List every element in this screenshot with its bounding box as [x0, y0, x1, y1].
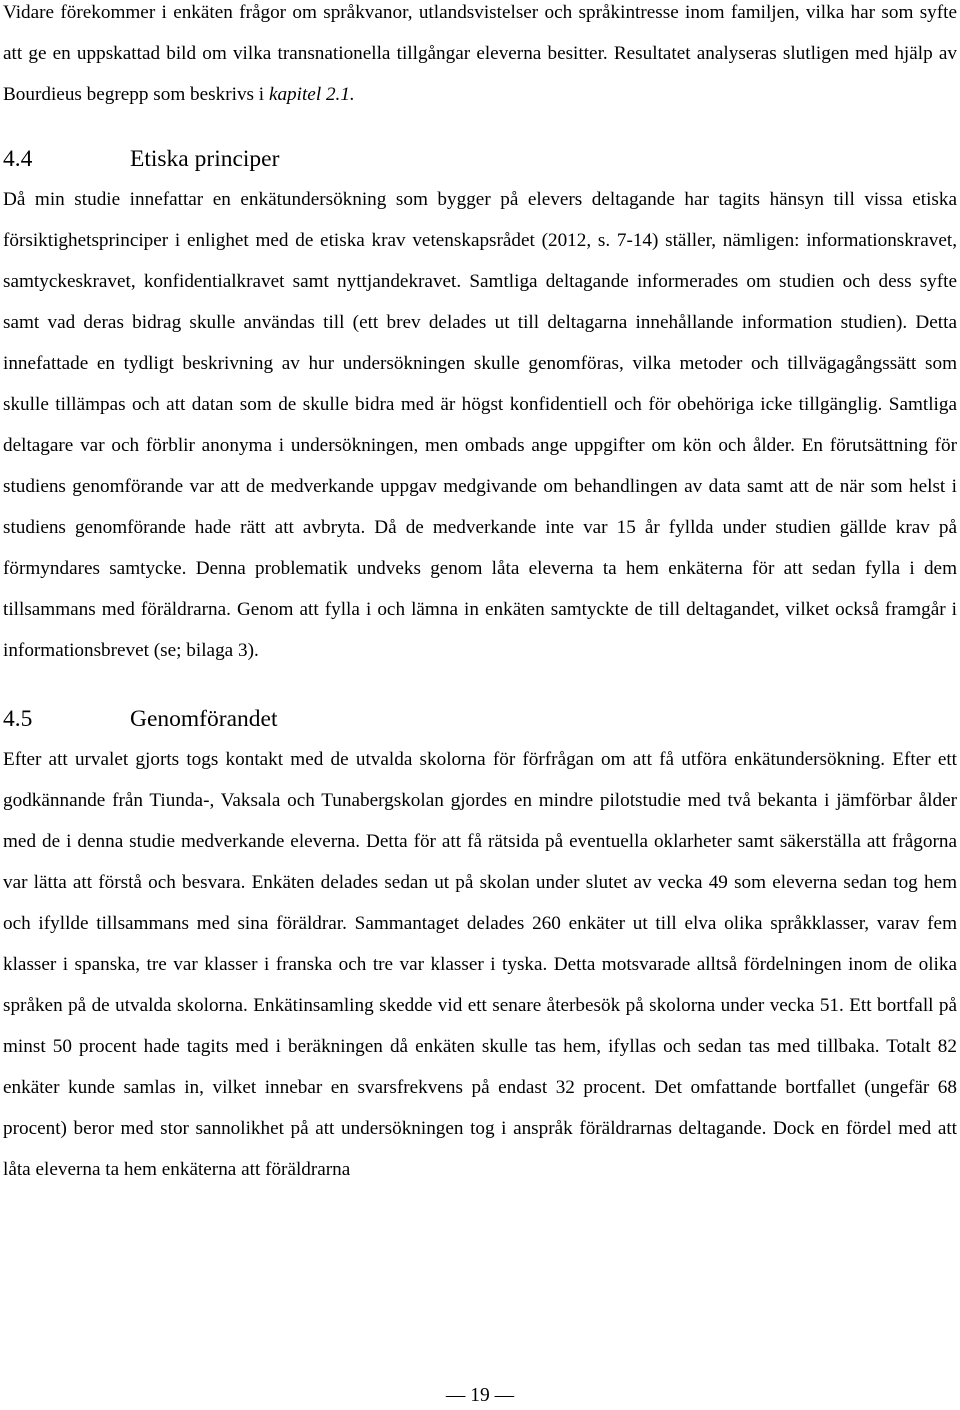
section-title: Genomförandet: [130, 706, 278, 732]
section-4-5-body: Efter att urvalet gjorts togs kontakt med de utvalda skolorna för förfrågan om att få utföra enkätundersökning. Efter ett godkännande från Tiunda-, Vaksala och Tunabergskolan gjordes en mindre pilotstudie med två bekanta i jämförbar ålder med de i denna studie medverkande eleverna. Detta för att få rätsida på eventuella oklarheter samt säkerställa att frågorna var lätta att förstå och besvara. Enkäten delades sedan ut på skolan under slutet av vecka 49 som eleverna sedan tog hem och ifyllde tillsammans med sina föräldrar. Sammantaget delades 260 enkäter ut till elva olika språkklasser, varav fem klasser i spanska, tre var klasser i franska och tre var klasser i tyska. Detta motsvarade alltså fördelningen inom de olika språken på de utvalda skolorna. Enkätinsamling skedde vid ett senare återbesök på skolorna under vecka 51. Ett bortfall på minst 50 procent hade tagits med i beräkningen då enkäten skulle tas hem, ifyllas och sedan tas med tillbaka. Totalt 82 enkäter kunde samlas in, vilket innebar en svarsfrekvens på endast 32 procent. Det omfattande bortfallet (ungefär 68 procent) beror med stor sannolikhet på att undersökningen tog i anspråk föräldrarnas deltagande. Dock en fördel med att låta eleverna ta hem enkäterna att föräldrarna: [3, 749, 957, 1180]
intro-text: Vidare förekommer i enkäten frågor om språkvanor, utlandsvistelser och språkintresse inom familjen, vilka har som syfte att ge en uppskattad bild om vilka transnationella tillgångar eleverna besitter. Resultatet analyseras slutligen med hjälp av Bourdieus begrepp som beskrivs i: [3, 2, 957, 105]
page-number: — 19 —: [445, 1385, 515, 1406]
document-page: [3, 0, 957, 1190]
section-number: 4.4: [3, 146, 33, 172]
section-heading-4-5: [3, 699, 957, 739]
section-heading-4-4: [3, 139, 957, 179]
chapter-reference: kapitel 2.1.: [268, 84, 355, 105]
section-4-4-body: Då min studie innefattar en enkätundersökning som bygger på elevers deltagande har tagits hänsyn till vissa etiska försiktighetsprinciper i enlighet med de etiska krav vetenskapsrådet (2012, s. 7-14) ställer, nämligen: informationskravet, samtyckeskravet, konfidentialkravet samt nyttjandekravet. Samtliga deltagande informerades om studien och dess syfte samt vad deras bidrag skulle användas till (ett brev delades ut till deltagarna innehållande information studien). Detta innefattade en tydligt beskrivning av hur undersökningen skulle genomföras, vilka metoder och tillvägagångssätt som skulle tillämpas och att datan som de skulle bidra med är högst konfidentiell och för obehöriga icke tillgänglig. Samtliga deltagare var och förblir anonyma i undersökningen, men ombads ange uppgifter om kön och ålder. En förutsättning för studiens genomförande var att de medverkande uppgav medgivande om behandlingen av data samt att de när som helst i studiens genomförande hade rätt att avbryta. Då de medverkande inte var 15 år fyllda under studien gällde krav på förmyndares samtycke. Denna problematik undveks genom låta eleverna ta hem enkäterna för att sedan fylla i dem tillsammans med föräldrarna. Genom att fylla i och lämna in enkäten samtyckte de till deltagandet, vilket också framgår i informationsbrevet (se; bilaga 3).: [3, 189, 957, 661]
intro-paragraph: [3, 0, 957, 115]
section-title: Etiska principer: [130, 146, 280, 172]
section-number: 4.5: [3, 706, 33, 732]
